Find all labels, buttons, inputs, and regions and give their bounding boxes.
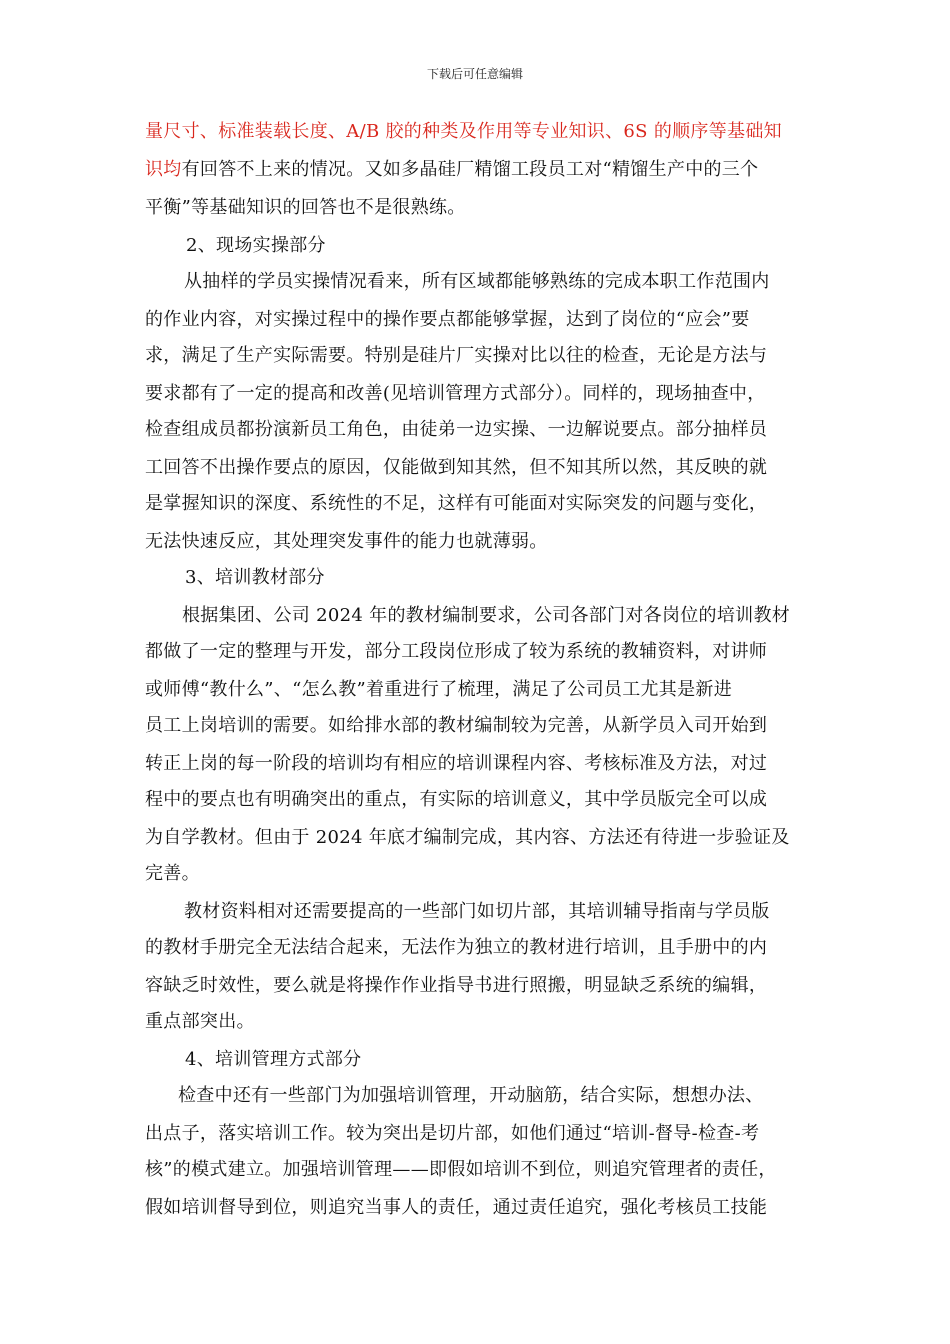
body-text: 2、现场实操部分 — [186, 235, 326, 256]
page-header: 下载后可任意编辑 — [426, 67, 523, 81]
text-line — [185, 1048, 361, 1072]
text-line — [145, 308, 750, 332]
body-text: 工回答不出操作要点的原因，仅能做到知其然，但不知其所以然，其反映的就 — [145, 457, 768, 478]
body-text: 重点部突出。 — [145, 1011, 255, 1032]
text-line — [145, 382, 766, 406]
text-line — [145, 1122, 759, 1146]
text-line — [145, 456, 767, 480]
text-line — [145, 788, 767, 812]
text-line — [145, 196, 466, 220]
text-line — [145, 974, 767, 998]
text-line — [145, 344, 767, 368]
text-line — [145, 714, 767, 738]
body-text: 求，满足了生产实际需要。特别是硅片厂实操对比以往的检查，无论是方法与 — [145, 345, 768, 366]
body-text: 是掌握知识的深度、系统性的不足，这样有可能面对实际突发的问题与变化， — [145, 493, 768, 514]
text-line — [145, 492, 767, 516]
body-text: 完善。 — [145, 863, 200, 884]
text-line — [145, 862, 200, 886]
text-line — [184, 900, 770, 924]
body-text: 为自学教材。但由于 2024 年底才编制完成，其内容、方法还有待进一步验证及 — [145, 827, 790, 848]
body-text: 假如培训督导到位，则追究当事人的责任，通过责任追究，强化考核员工技能 — [145, 1197, 768, 1218]
text-line — [186, 234, 326, 258]
body-text: 3、培训教材部分 — [185, 567, 325, 588]
body-text: 容缺乏时效性，要么就是将操作作业指导书进行照搬，明显缺乏系统的编辑， — [145, 975, 768, 996]
body-text: 平衡”等基础知识的回答也不是很熟练。 — [145, 197, 466, 218]
body-text: 检查中还有一些部门为加强培训管理，开动脑筋，结合实际，想想办法、 — [178, 1085, 764, 1106]
body-text: 转正上岗的每一阶段的培训均有相应的培训课程内容、考核标准及方法，对过 — [145, 753, 768, 774]
body-text: 员工上岗培训的需要。如给排水部的教材编制较为完善，从新学员入司开始到 — [145, 715, 768, 736]
text-line — [185, 566, 325, 590]
body-text: 或师傅“教什么”、“怎么教”着重进行了梳理，满足了公司员工尤其是新进 — [145, 679, 733, 700]
body-text: 的作业内容，对实操过程中的操作要点都能够掌握，达到了岗位的“应会”要 — [145, 309, 750, 330]
body-text: 教材资料相对还需要提高的一些部门如切片部，其培训辅导指南与学员版 — [184, 901, 770, 922]
highlighted-text: 识均 — [145, 159, 182, 180]
highlighted-text: 量尺寸、标准装载长度、A/B 胶的种类及作用等专业知识、6S 的顺序等基础知 — [145, 121, 782, 142]
text-line — [145, 640, 767, 664]
body-text: 检查组成员都扮演新员工角色，由徒弟一边实操、一边解说要点。部分抽样员 — [145, 419, 768, 440]
body-text: 根据集团、公司 2024 年的教材编制要求，公司各部门对各岗位的培训教材 — [182, 605, 791, 626]
text-line — [145, 120, 782, 144]
body-text: 要求都有了一定的提高和改善(见培训管理方式部分）。同样的，现场抽查中， — [145, 383, 766, 404]
text-line — [145, 678, 732, 702]
body-text: 从抽样的学员实操情况看来，所有区域都能够熟练的完成本职工作范围内 — [184, 271, 770, 292]
text-line — [145, 826, 790, 850]
text-line — [145, 530, 548, 554]
text-line — [145, 158, 758, 182]
text-line — [145, 936, 767, 960]
text-line — [145, 418, 767, 442]
body-text: 的教材手册完全无法结合起来，无法作为独立的教材进行培训，且手册中的内 — [145, 937, 768, 958]
text-line — [145, 1158, 777, 1182]
text-line — [145, 752, 767, 776]
text-line — [145, 1010, 255, 1034]
body-text: 都做了一定的整理与开发，部分工段岗位形成了较为系统的教辅资料，对讲师 — [145, 641, 768, 662]
body-text: 4、培训管理方式部分 — [185, 1049, 362, 1070]
text-line — [145, 1196, 767, 1220]
body-text: 出点子，落实培训工作。较为突出是切片部，如他们通过“培训-督导-检查-考 — [145, 1123, 760, 1144]
text-line — [184, 270, 770, 294]
text-line — [182, 604, 790, 628]
body-text: 无法快速反应，其处理突发事件的能力也就薄弱。 — [145, 531, 548, 552]
body-text: 程中的要点也有明确突出的重点，有实际的培训意义，其中学员版完全可以成 — [145, 789, 768, 810]
body-text: 有回答不上来的情况。又如多晶硅厂精馏工段员工对“精馏生产中的三个 — [181, 159, 759, 180]
body-text: 核”的模式建立。加强培训管理——即假如培训不到位，则追究管理者的责任， — [145, 1159, 777, 1180]
text-line — [178, 1084, 764, 1108]
